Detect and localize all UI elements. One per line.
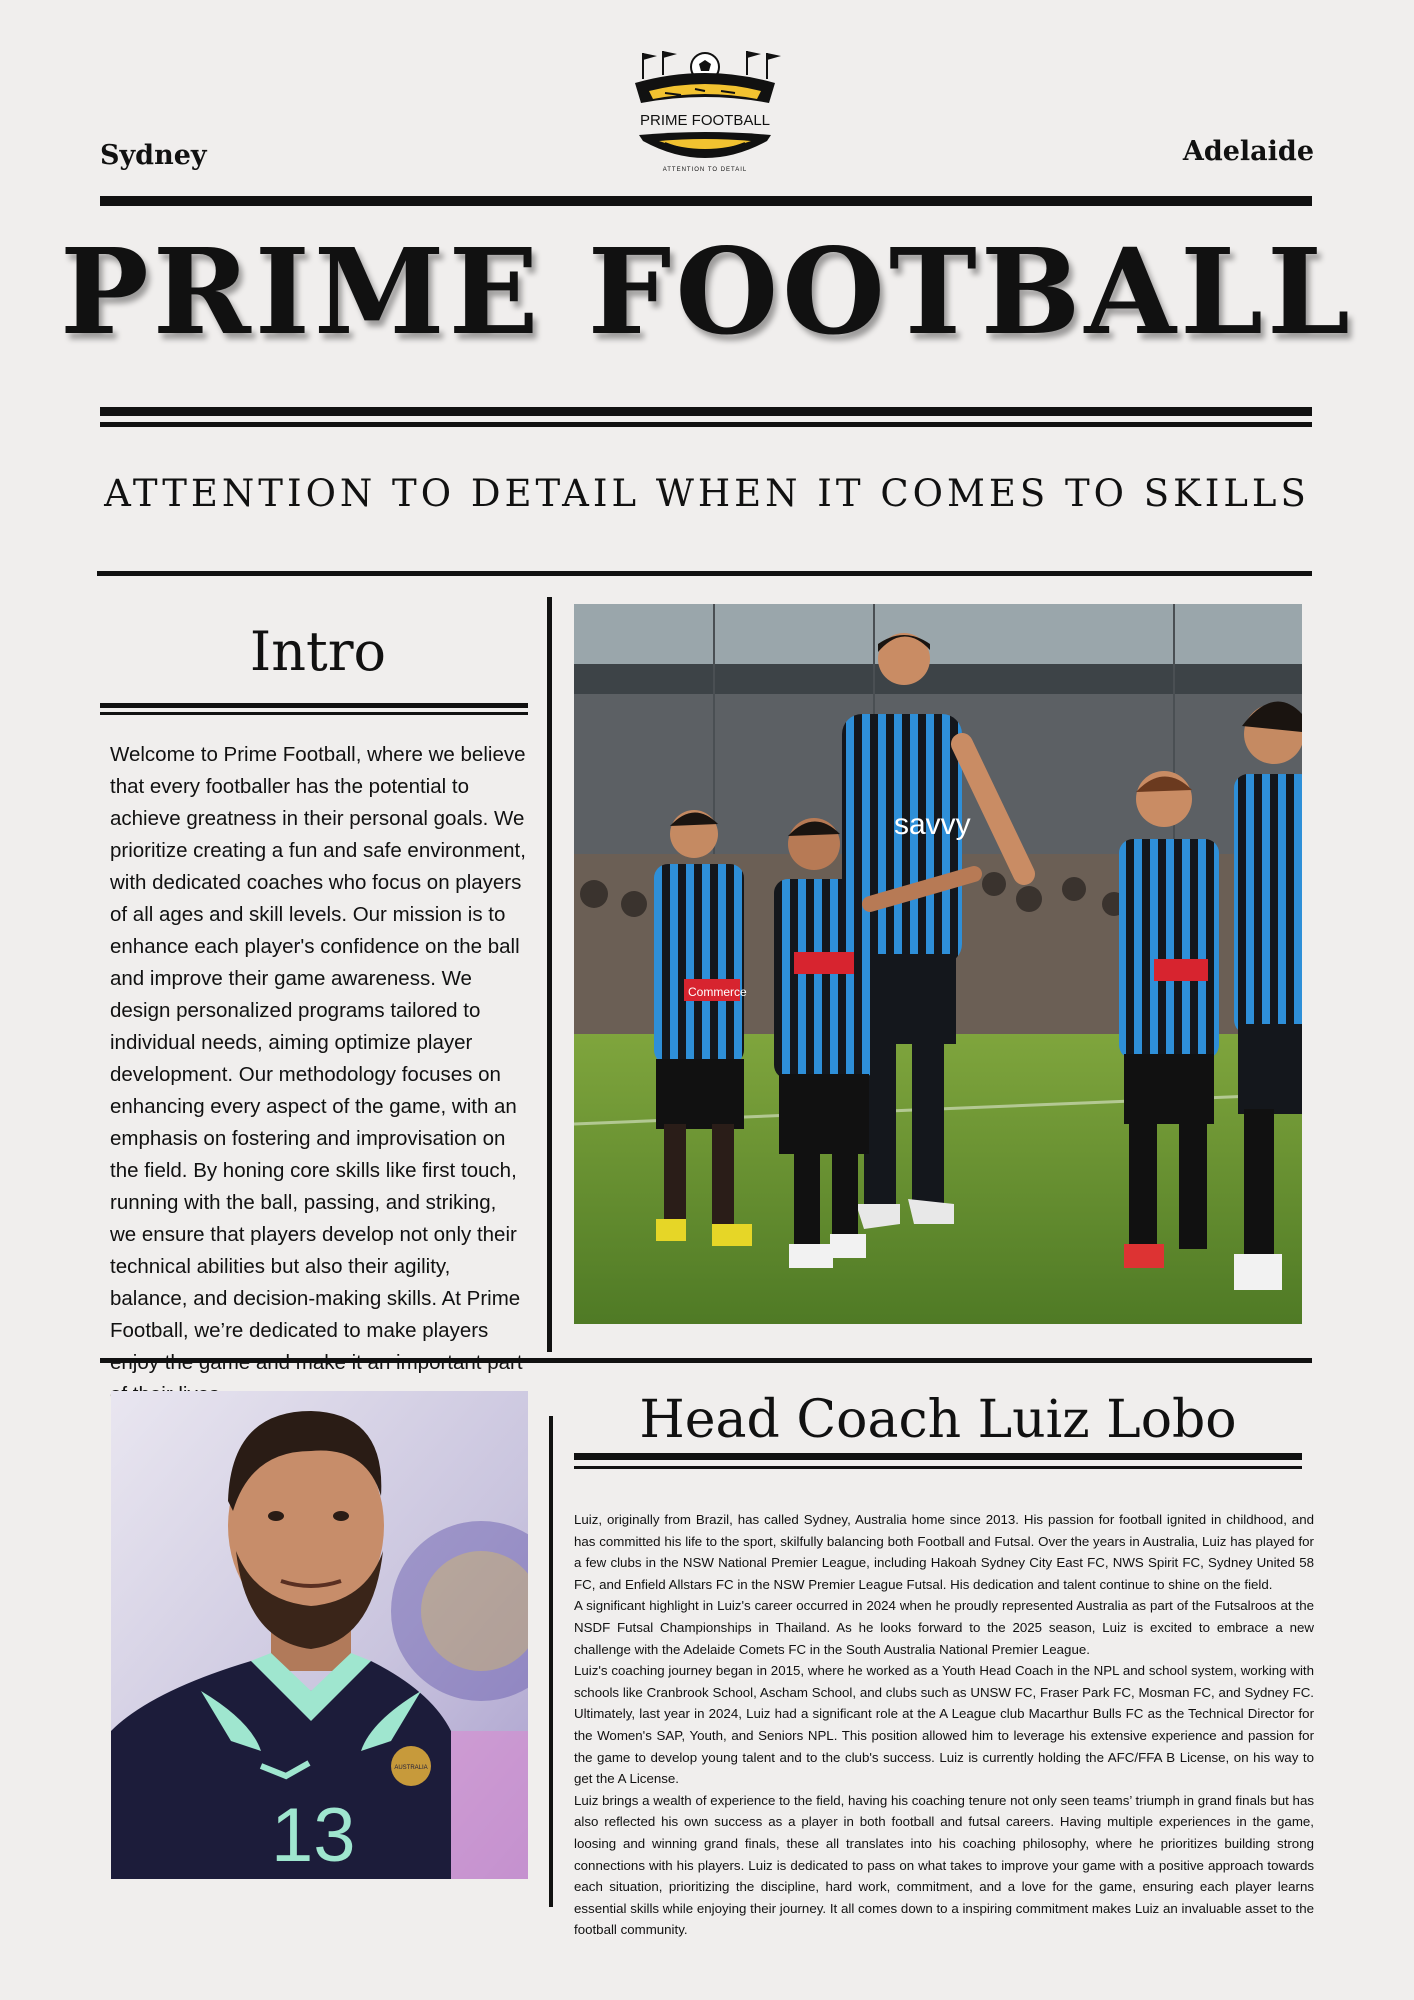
coach-rule-thick: [574, 1453, 1302, 1460]
masthead-rule-thin: [100, 422, 1312, 427]
coach-jersey-number: 13: [271, 1793, 356, 1878]
coach-heading: Head Coach Luiz Lobo: [639, 1390, 1237, 1450]
intro-rule-thin: [100, 712, 528, 715]
coach-rule-thin: [574, 1466, 1302, 1469]
coach-portrait: [111, 1391, 528, 1879]
coach-paragraph-2: A significant highlight in Luiz's career occurred in 2024 when he proudly represented Australia as part of the Futsalroos at the NSDF Futsal Championships in Thailand. As he looks forward to the 2025 season, Luiz is excited to embrace a new challenge with the Adelaide Comets FC in the South Australia National Premier League.: [574, 1598, 1314, 1657]
coach-badge-text: AUSTRALIA: [394, 1765, 428, 1771]
top-rule: [100, 196, 1312, 206]
intro-paragraph: Welcome to Prime Football, where we believe that every footballer has the potential to achieve greatness in their personal goals. We prioritize creating a fun and safe environment, with dedicated coaches who focus on players of all ages and skill levels. Our mission is to enhance each player's confidence on the ball and improve their game awareness. We design personalized programs tailored to individual needs, aiming optimize player development. Our methodology focuses on enhancing every aspect of the game, with an emphasis on fostering and improvisation on the field. By honing core skills like first touch, running with the ball, passing, and striking, we ensure that players develop not only their technical abilities but also their agility, balance, and decision-making skills. At Prime Football, we’re dedicated to make players: [110, 743, 526, 1342]
logo-text: PRIME FOOTBALL: [639, 112, 771, 129]
jersey-brand: savvy: [894, 808, 971, 841]
tagline: ATTENTION TO DETAIL WHEN IT COMES TO SKILLS: [104, 472, 1310, 515]
prime-football-logo: [625, 45, 785, 175]
intro-body: [110, 739, 528, 1411]
city-right: Adelaide: [1182, 136, 1314, 167]
column-divider-bottom: [549, 1416, 553, 1907]
city-left: Sydney: [100, 140, 207, 171]
coach-paragraph-3: Luiz's coaching journey began in 2015, where he worked as a Youth Head Coach in the NPL and school system, working with schools like Cranbrook School, Ascham School, and clubs such as UNSW FC, Fraser Park FC, Mosman FC, and Sydney FC. Ultimately, last year in 2024, Luiz had a significant role at the A League club Macarthur Bulls FC as the Technical Director for the Women's SAP, Youth, and Seniors NPL. This position allowed him to leverage his extensive experience and passion for the game to develop young talent and to the club's success. Luiz is currently holding the AFC/FFA B License, on his way to get the A License.: [574, 1663, 1314, 1787]
team-photo: [574, 604, 1302, 1324]
logo-subtext: ATTENTION TO DETAIL: [662, 167, 748, 173]
masthead-title: PRIME FOOTBALL: [59, 222, 1355, 361]
coach-paragraph-4: Luiz brings a wealth of experience to the field, having his coaching tenure not only seen teams’ triumph in grand finals but has also reflected his own success as a player in both football and futsal careers. Having multiple experiences in the game, loosing and winning grand finals, these all translates into his coaching philosophy, where he prioritizes building strong connections with his players. Luiz is dedicated to pass on what takes to improve your game with a positive approach towards each situation, prioritizing the discipline, hard work, commitment, and a love for the game, ensuring each player learns essential skills while enjoying their journey. It all comes down to a inspiring commitment makes Luiz an invaluable asset to the football community.: [574, 1792, 1314, 1938]
sponsor-text: Commerce: [688, 985, 747, 999]
intro-rule-thick: [100, 703, 528, 708]
coach-paragraph-1: Luiz, originally from Brazil, has called Sydney, Australia home since 2013. His passion for football ignited in childhood, and has committed his life to the sport, skilfully balancing both Football and Futsal. Over the years in Australia, Luiz has played for a few clubs in the NSW National Premier League, including Hakoah Sydney City East FC, NWS Spirit FC, Sydney United 58 FC, and Enfield Allstars FC in the NSW Premier League Futsal. His dedication and talent continue to shine on the field.: [574, 1512, 1314, 1592]
middle-rule: [100, 1358, 1312, 1363]
column-divider-top: [547, 597, 552, 1352]
intro-heading: Intro: [249, 620, 387, 683]
masthead-rule-thick: [100, 407, 1312, 416]
coach-bio: [574, 1509, 1314, 1941]
tagline-rule: [97, 571, 1312, 576]
